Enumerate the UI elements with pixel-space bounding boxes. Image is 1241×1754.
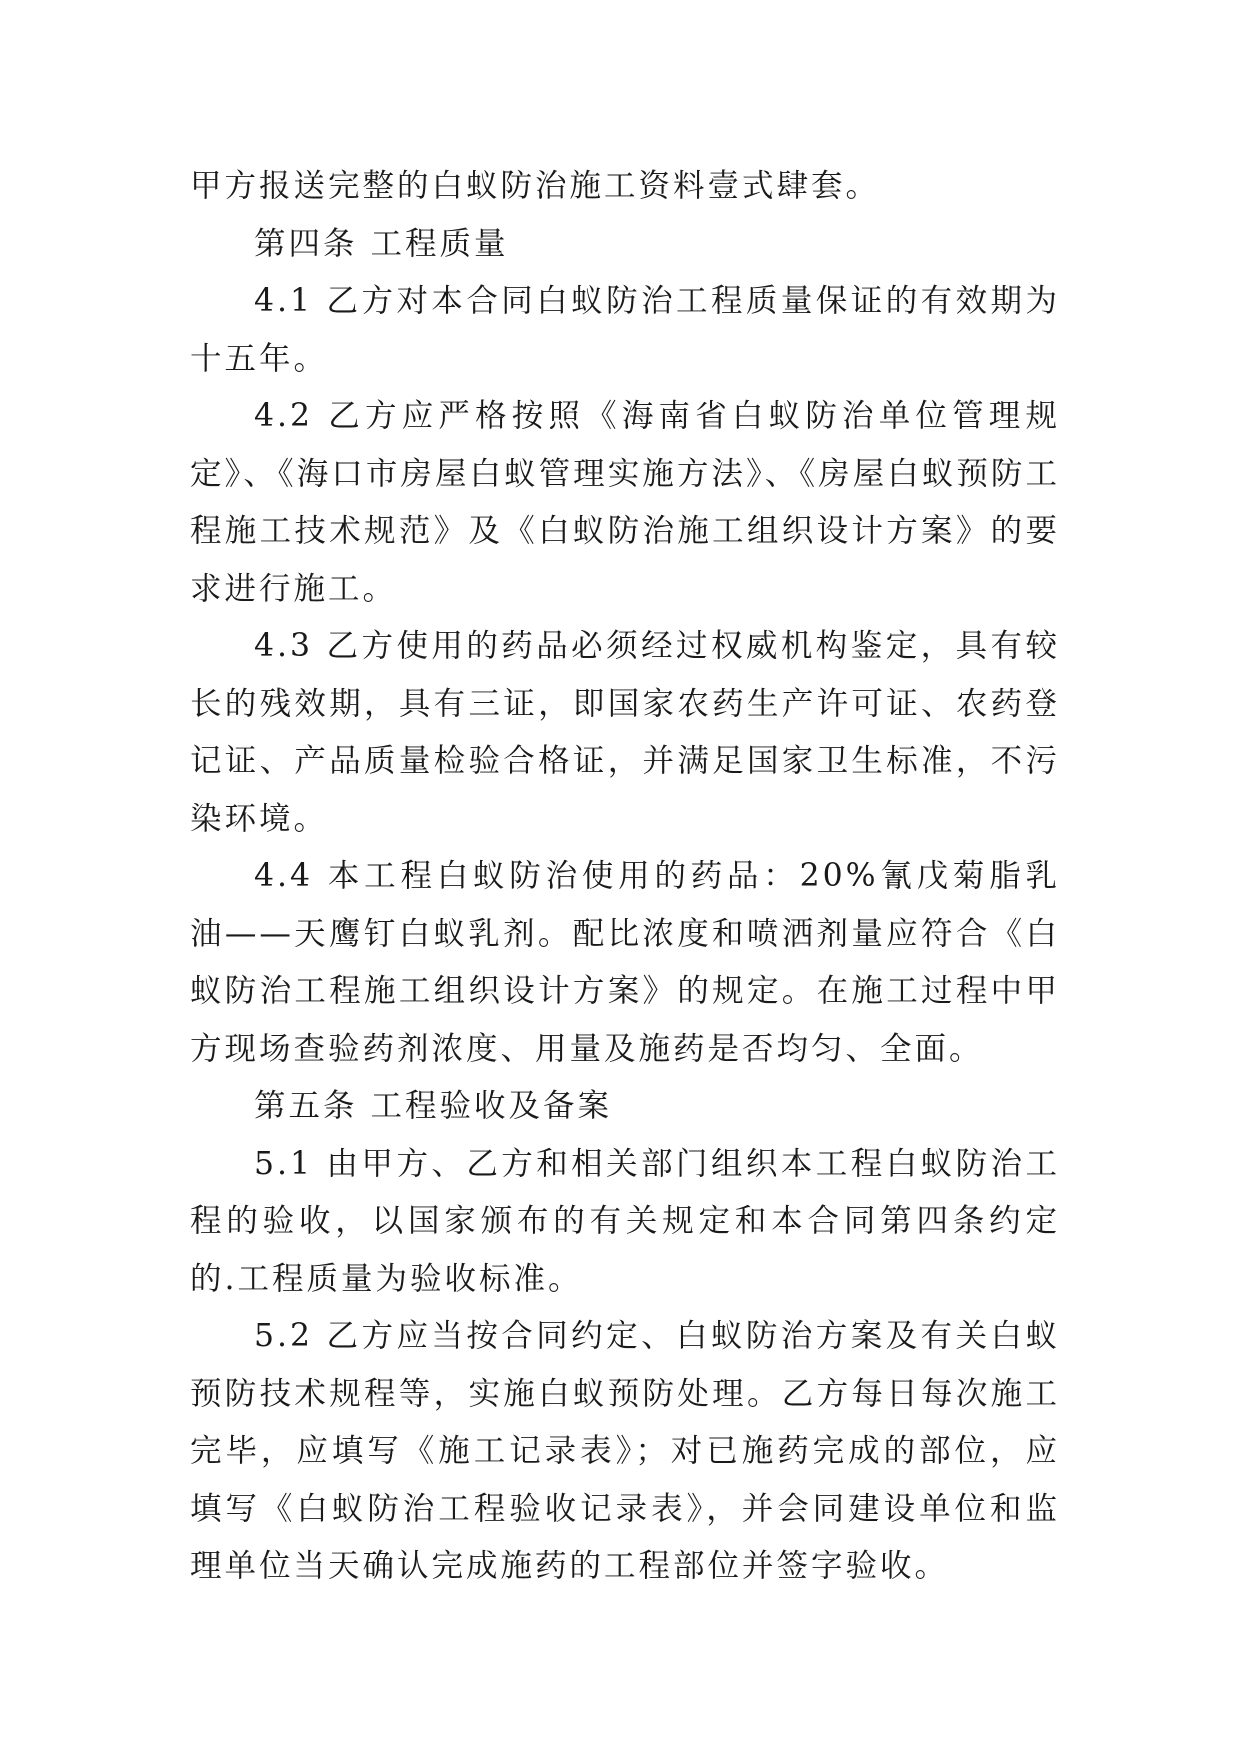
document-body xyxy=(190,158,1060,1596)
paragraph-continuation: 甲方报送完整的白蚁防治施工资料壹式肆套。 xyxy=(190,168,881,204)
clause-4-2: 4.2 乙方应严格按照《海南省白蚁防治单位管理规定》、《海口市房屋白蚁管理实施方法》、《房屋白蚁预防工程施工技术规范》及《白蚁防治施工组织设计方案》的要求进行施工。 xyxy=(190,398,1060,607)
section-heading-article-5: 第五条 工程验收及备案 xyxy=(254,1088,613,1124)
clause-4-4: 4.4 本工程白蚁防治使用的药品：20%氰戊菊脂乳油——天鹰钉白蚁乳剂。配比浓度和喷洒剂量应符合《白蚁防治工程施工组织设计方案》的规定。在施工过程中甲方现场查验药剂浓度、用量及施药是否均匀、全面。 xyxy=(190,858,1060,1067)
clause-4-3: 4.3 乙方使用的药品必须经过权威机构鉴定，具有较长的残效期，具有三证，即国家农药生产许可证、农药登记证、产品质量检验合格证，并满足国家卫生标准，不污染环境。 xyxy=(190,628,1060,837)
clause-4-1: 4.1 乙方对本合同白蚁防治工程质量保证的有效期为十五年。 xyxy=(190,283,1060,377)
section-heading-article-4: 第四条 工程质量 xyxy=(254,225,509,262)
clause-5-1: 5.1 由甲方、乙方和相关部门组织本工程白蚁防治工程的验收，以国家颁布的有关规定和本合同第四条约定的.工程质量为验收标准。 xyxy=(190,1145,1060,1297)
clause-5-2: 5.2 乙方应当按合同约定、白蚁防治方案及有关白蚁预防技术规程等，实施白蚁预防处理。乙方每日每次施工完毕，应填写《施工记录表》；对已施药完成的部位，应填写《白蚁防治工程验收记录表》，并会同建设单位和监理单位当天确认完成施药的工程部位并签字验收。 xyxy=(190,1318,1060,1584)
